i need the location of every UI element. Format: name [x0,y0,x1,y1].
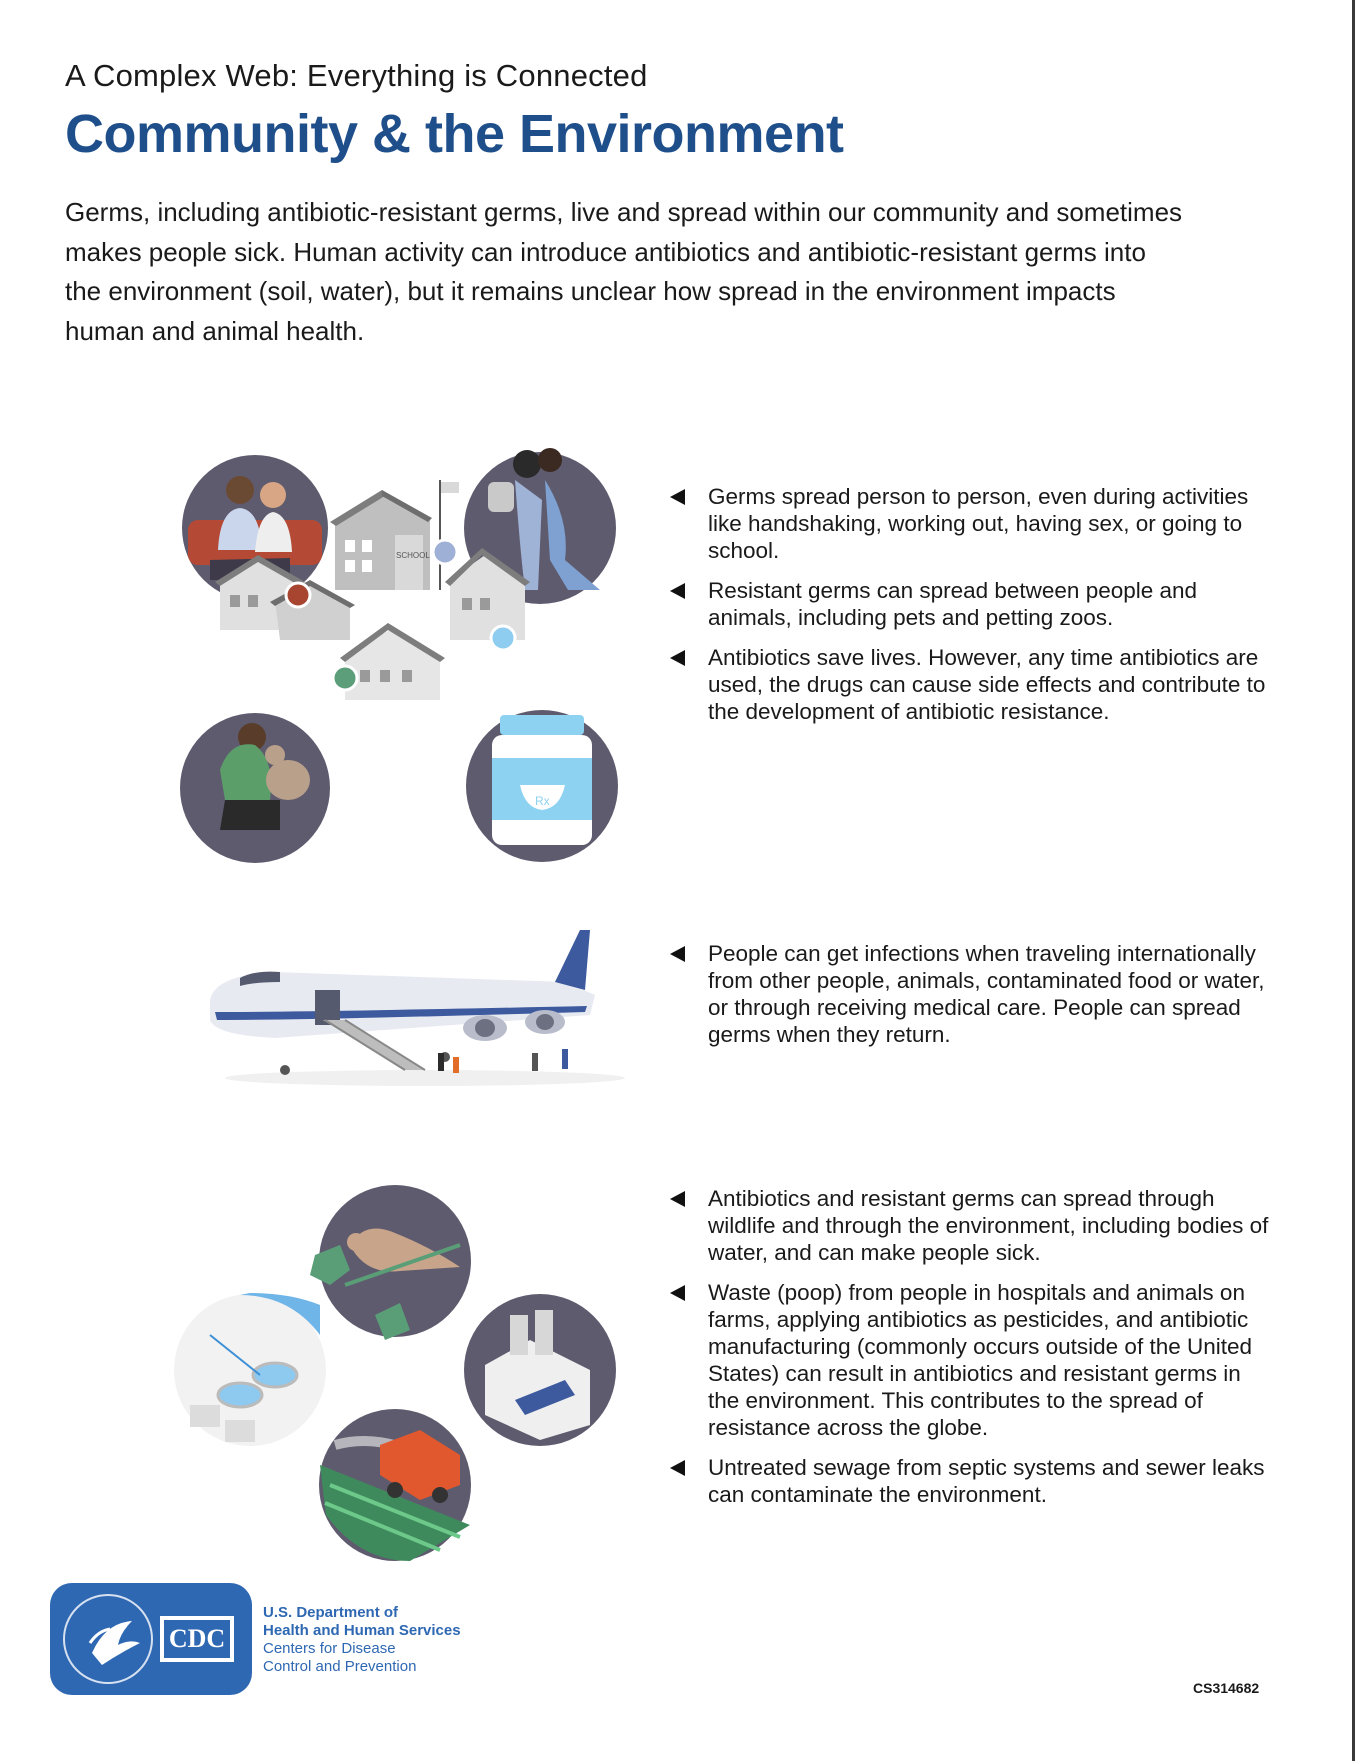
environment-illustration [170,1185,630,1585]
supertitle: A Complex Web: Everything is Connected [65,58,648,93]
factory-circle-icon [464,1294,616,1446]
list-item: Untreated sewage from septic systems and sewer leaks can contaminate the environment. [670,1454,1270,1508]
environment-bullet-list [670,1185,1270,1521]
travel-bullet-list [670,940,1270,1061]
house-bottom-icon [340,623,445,700]
bullet-arrow-icon [670,583,685,599]
travelers-icon [438,1049,568,1073]
bullet-arrow-icon [670,946,685,962]
list-item: Antibiotics save lives. However, any time antibiotics are used, the drugs can cause side effects and contribute to the development of antibiotic resistance. [670,644,1270,725]
water-treatment-circle-icon [174,1293,326,1446]
list-item: Resistant germs can spread between people and animals, including pets and petting zoos. [670,577,1270,631]
intro-paragraph: Germs, including antibiotic-resistant germs, live and spread within our community and sometimes makes people sick. Human activity can introduce antibiotics and antibiotic-resistant germs into the environment (soil, water), but it remains unclear how spread in the environment impacts human and animal health. [65,197,1183,346]
list-item: Antibiotics and resistant germs can spread through wildlife and through the environment, including bodies of water, and can make people sick. [670,1185,1270,1266]
page-title: Community & the Environment [65,104,844,164]
bird-circle-icon [310,1185,471,1340]
hhs-eagle-icon [50,1583,252,1695]
community-illustration [170,440,630,900]
school-icon [330,480,459,590]
green-dot-icon [333,666,357,690]
bullet-arrow-icon [670,1460,685,1476]
bullet-arrow-icon [670,1285,685,1301]
red-dot-icon [286,583,310,607]
pill-bottle-circle-icon [466,710,618,862]
bullet-arrow-icon [670,650,685,666]
rx-label: Rx [535,794,550,808]
light-blue-dot-icon [491,626,515,650]
blue-dot-icon [433,540,457,564]
community-bullet-list [670,483,1270,738]
agency-name: U.S. Department of Health and Human Services Centers for Disease Control and Prevention [263,1604,461,1675]
bullet-arrow-icon [670,489,685,505]
list-item: Germs spread person to person, even during activities like handshaking, working out, having sex, or going to school. [670,483,1270,564]
man-with-dog-circle-icon [180,713,330,863]
document-code: CS314682 [1193,1680,1260,1696]
airplane-illustration [195,920,625,1110]
cdc-logo-text: CDC [168,1624,226,1653]
farm-truck-circle-icon [319,1409,471,1561]
school-sign-text: SCHOOL [396,551,430,560]
list-item: People can get infections when traveling internationally from other people, animals, contaminated food or water, or through receiving medical care. People can spread germs when they return. [670,940,1270,1048]
hhs-cdc-logo [50,1583,252,1695]
bullet-arrow-icon [670,1191,685,1207]
list-item: Waste (poop) from people in hospitals and animals on farms, applying antibiotics as pesticides, and antibiotic manufacturing (commonly occurs outside of the United States) can result in antibiotics and resistant germs in the environment. This contributes to the spread of resistance across the globe. [670,1279,1270,1441]
